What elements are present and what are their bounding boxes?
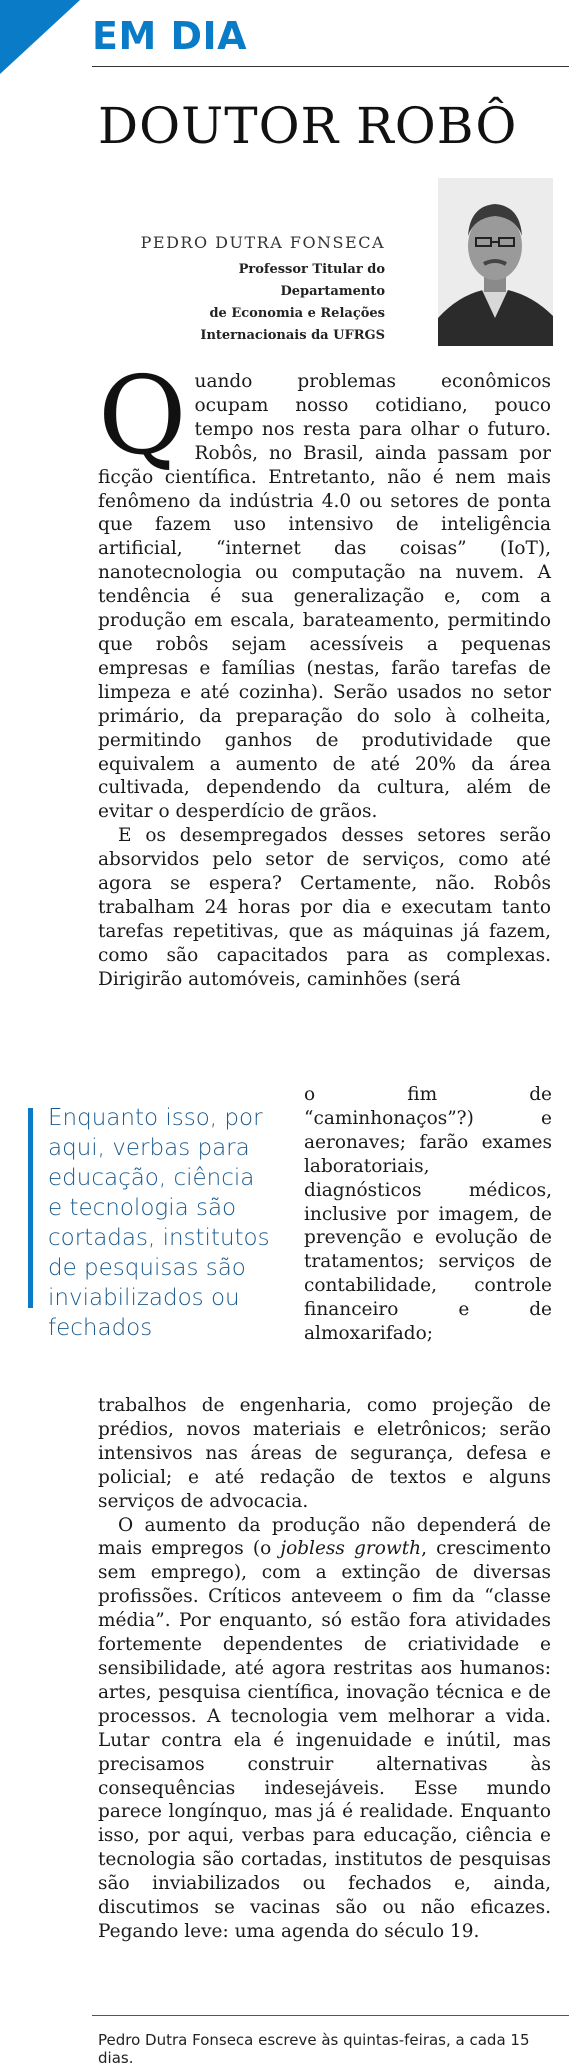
- author-portrait-image: [438, 178, 553, 346]
- article-body-narrow: [304, 1083, 552, 1346]
- article-body: [98, 354, 551, 992]
- footer-rule: [92, 2015, 569, 2016]
- author-role: [140, 259, 385, 347]
- emphasis-term: jobless growth: [280, 1538, 422, 1560]
- header-rule: [92, 66, 569, 67]
- paragraph-text: , crescimento sem emprego), com a extinção de diversas profissões. Críticos anteveem o fim da “classe média”. Por enquanto, só estão fora atividades fortemente dependentes de criatividade e sensibilidade, até agora restritas aos humanos: artes, pesquisa científica, inovação técnica e de processos. A tecnologia vem melhorar a vida. Lutar contra ela é ingenuidade e inútil, mas precisamos construir alternativas às consequências indesejáveis. Esse mundo parece longínquo, mas já é realidade. Enquanto isso, por aqui, verbas para educação, ciência e tecnologia são cortadas, institutos de pesquisas são inviabilizados ou fechados e, ainda, discutimos se vacinas são ou não eficazes. Pegando leve: uma agenda do século 19.: [98, 1538, 551, 1942]
- paragraph: E os desempregados desses setores serão absorvidos pelo setor de serviços, como até agora se espera? Certamente, não. Robôs trabalham 24 horas por dia e executam tanto tarefas repetitivas, que as máquinas já fazem, como são capacitados para as complexas. Dirigirão automóveis, caminhões (será: [98, 825, 551, 990]
- paragraph: [98, 354, 551, 824]
- paragraph-text: uando problemas econômicos ocupam nosso cotidiano, pouco tempo nos resta para olhar o futuro. Robôs, no Brasil, ainda passam por ficção científica. Entretanto, não é nem mais fenômeno da indústria 4.0 ou setores de ponta que fazem uso intensivo de inteligência artificial, “internet das coisas” (IoT), nanotecnologia ou computação na nuvem. A tendência é sua generalização e, com a produção em escala, barateamento, permitindo que robôs sejam acessíveis a pequenas empresas e famílias (nestas, farão tarefas de limpeza e até cozinha). Serão usados no setor primário, da preparação do solo à colheita, permitindo ganhos de produtividade que equivalem a aumento de até 20% da área cultivada, dependendo da cultura, além de evitar o desperdício de grãos.: [98, 371, 551, 823]
- corner-accent: [0, 0, 80, 74]
- article-body-continued: [98, 1394, 551, 1944]
- author-note: Pedro Dutra Fonseca escreve às quintas-feiras, a cada 15 dias.: [98, 2031, 530, 2067]
- author-role-line: Professor Titular do Departamento: [238, 262, 385, 299]
- paragraph: [98, 1514, 551, 1944]
- paragraph-text: O aumento da produção não dependerá de mais empregos (o: [98, 1514, 551, 1560]
- paragraph-continued: o fim de “caminhonaços”?) e aeronaves; farão exames laboratoriais, diagnósticos médicos, inclusive por imagem, de prevenção e evolução de tratamentos; serviços de contabilidade, controle financeiro e de almoxarifado;: [304, 1084, 552, 1345]
- drop-cap: Q: [98, 354, 187, 479]
- author-role-line: de Economia e Relações: [209, 306, 385, 321]
- author-portrait: [438, 178, 553, 346]
- section-label: EM DIA: [92, 14, 248, 58]
- article-title: DOUTOR ROBÔ: [98, 97, 518, 155]
- paragraph-continued: trabalhos de engenharia, como projeção de prédios, novos materiais e eletrônicos; serão intensivos nas áreas de segurança, defesa e policial; e até redação de textos e alguns serviços de advocacia.: [98, 1395, 551, 1512]
- author-name: PEDRO DUTRA FONSECA: [140, 233, 385, 252]
- author-role-line: Internacionais da UFRGS: [200, 328, 385, 343]
- byline: [140, 233, 385, 347]
- pullquote-bar: [28, 1108, 33, 1308]
- pull-quote: Enquanto isso, por aqui, verbas para educação, ciência e tecnologia são cortadas, institutos de pesquisas são inviabilizados ou fechados: [48, 1105, 270, 1341]
